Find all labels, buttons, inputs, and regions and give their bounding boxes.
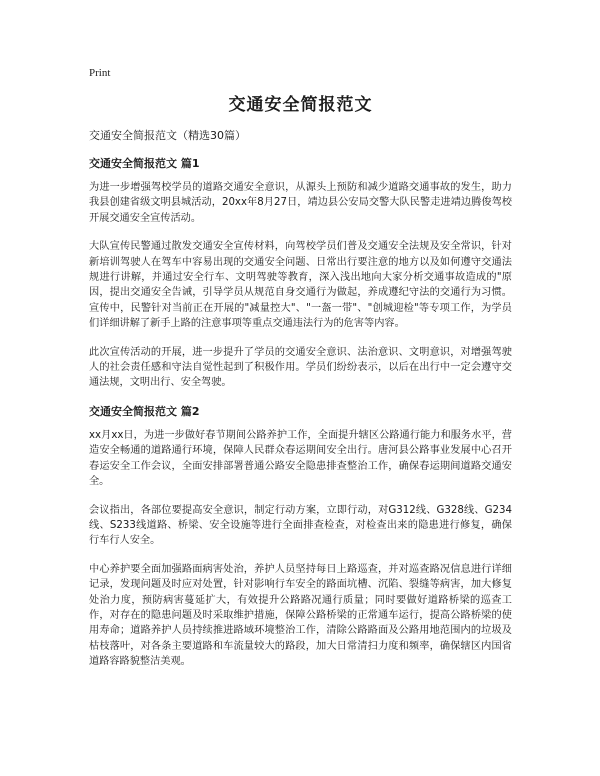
section-2 (89, 404, 512, 670)
paragraph: 为进一步增强驾校学员的道路交通安全意识，从源头上预防和减少道路交通事故的发生，助力我县创建省级文明县城活动，20xx年8月27日，靖边县公安局交警大队民警走进靖边腾俊驾校开展交通安全宣传活动。 (89, 182, 512, 224)
document-subtitle: 交通安全简报范文（精选30篇） (89, 129, 246, 142)
paragraph: 中心养护要全面加强路面病害处治，养护人员坚持每日上路巡查，并对巡查路况信息进行详细记录，发现问题及时应对处置，针对影响行车安全的路面坑槽、沉陷、裂缝等病害，加大修复处治力度，预防病害蔓延扩大，有效提升公路路况通行质量；同时要做好道路桥梁的巡查工作，对存在的隐患问题及时采取维护措施，保障公路桥梁的正常通车运行，提高公路桥梁的使用寿命；道路养护人员持续推进路域环境整治工作，清除公路路面及公路用地范围内的垃圾及枯枝落叶，对各条主要道路和车流量较大的路段，加大日常清扫力度和频率，确保辖区内国省道路容路貌整洁美观。 (89, 563, 512, 668)
paragraph: xx月xx日，为进一步做好春节期间公路养护工作，全面提升辖区公路通行能力和服务水平，营造安全畅通的道路通行环境，保障人民群众春运期间安全出行。唐河县公路事业发展中心召开春运安全工作会议，全面安排部署普通公路安全隐患排查整治工作，确保春运期间道路交通安全。 (89, 429, 512, 488)
paragraph: 大队宣传民警通过散发交通安全宣传材料，向驾校学员们普及交通安全法规及安全常识，针对新培训驾驶人在驾车中容易出现的交通安全问题、日常出行要注意的地方以及如何遵守交通法规进行讲解，并通过安全行车、文明驾驶等教育，深入浅出地向大家分析交通事故造成的"原因，提出交通安全告诫，引导学员从规范自身交通行为做起，养成遵纪守法的交通行为习惯。宣传中，民警针对当前正在开展的"减量控大"、"一盔一带"、"创城迎检"等专项工作，为学员们详细讲解了新手上路的注意事项等重点交通违法行为的危害等内容。 (89, 241, 512, 330)
paragraph: 此次宣传活动的开展，进一步提升了学员的交通安全意识、法治意识、文明意识，对增强驾驶人的社会责任感和守法自觉性起到了积极作用。学员们纷纷表示，以后在出行中一定会遵守交通法规，文明出行、安全驾驶。 (89, 346, 512, 389)
section-heading: 交通安全简报范文 篇2 (89, 404, 200, 418)
section-1 (89, 156, 512, 391)
document-title: 交通安全简报范文 (228, 95, 373, 115)
print-label[interactable]: Print (89, 67, 111, 79)
section-heading: 交通安全简报范文 篇1 (89, 157, 200, 170)
paragraph: 会议指出，各部位要提高安全意识，制定行动方案，立即行动，对G312线、G328线、G234线、S233线道路、桥梁、安全设施等进行全面排查检查，对检查出来的隐患进行修复，确保行车行人安全。 (89, 504, 512, 547)
document-page (89, 66, 512, 683)
